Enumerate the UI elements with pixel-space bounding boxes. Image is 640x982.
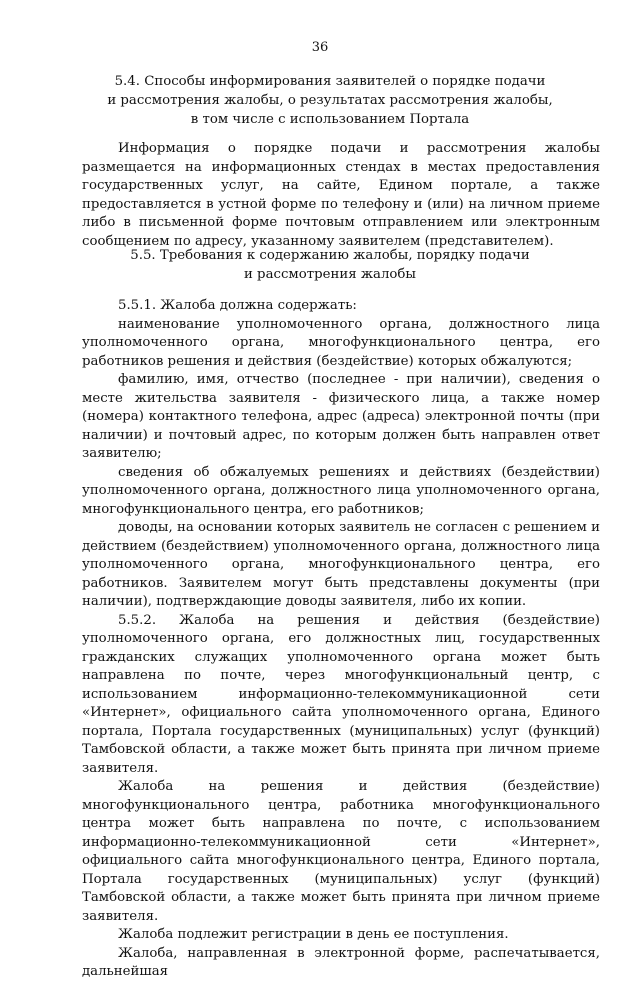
heading-line: и рассмотрения жалобы, о результатах рассмотрения жалобы, xyxy=(107,93,553,108)
heading-line: 5.5. Требования к содержанию жалобы, порядку подачи xyxy=(130,248,530,263)
paragraph: Жалоба, направленная в электронной форме, распечатывается, дальнейшая xyxy=(82,945,600,979)
paragraph: Информация о порядке подачи и рассмотрения жалобы размещается на информационных стендах в местах предоставления государственных услуг, на сайте, Едином портале, а также предоставляется в устной форме по телефону и (или) на личном приеме либо в письменной форме почтовым отправлением или электронным сообщением по адресу, указанному заявителем (представителем). xyxy=(82,141,600,249)
paragraph: 5.5.1. Жалоба должна содержать: xyxy=(118,298,357,313)
paragraph: доводы, на основании которых заявитель не согласен с решением и действием (бездействием) уполномоченного органа, должностного лица уполномоченного органа, многофункционального центра, его работников. Заявителем могут быть представлены документы (при наличии), подтверждающие доводы заявителя, либо их копии. xyxy=(82,520,600,609)
heading-line: в том числе с использованием Портала xyxy=(190,112,470,127)
heading-line: и рассмотрения жалобы xyxy=(243,267,417,282)
paragraph: 5.5.2. Жалоба на решения и действия (бездействие) уполномоченного органа, его должностных лиц, государственных гражданских служащих уполномоченного органа может быть направлена по почте, через многофункциональный центр, с использованием информационно-телекоммуникационной сети «Интернет», официального сайта уполномоченного органа, Единого портала, Портала государственных (муниципальных) услуг (функций) Тамбовской области, а также может быть принята при личном приеме заявителя. xyxy=(82,612,600,776)
paragraph: Жалоба подлежит регистрации в день ее поступления. xyxy=(118,927,509,942)
section-5-5-body xyxy=(82,297,600,982)
heading-line: 5.4. Способы информирования заявителей о порядке подачи xyxy=(114,74,546,89)
paragraph: Жалоба на решения и действия (бездействие) многофункционального центра, работника многофункционального центра может быть направлена по почте, с использованием информационно-телекоммуникационной сети «Интернет», официального сайта многофункционального центра, Единого портала, Портала государственных (муниципальных) услуг (функций) Тамбовской области, а также может быть принята при личном приеме заявителя. xyxy=(82,779,600,924)
section-5-5-heading xyxy=(60,246,600,284)
page-number: 36 xyxy=(311,40,329,55)
section-5-4-body xyxy=(82,140,600,251)
paragraph: фамилию, имя, отчество (последнее - при наличии), сведения о месте жительства заявителя - физического лица, а также номер (номера) контактного телефона, адрес (адреса) электронной почты (при наличии) и почтовый адрес, по которым должен быть направлен ответ заявителю; xyxy=(82,372,600,461)
paragraph: сведения об обжалуемых решениях и действиях (бездействии) уполномоченного органа, должностного лица уполномоченного органа, многофункционального центра, его работников; xyxy=(82,464,600,517)
paragraph: наименование уполномоченного органа, должностного лица уполномоченного органа, многофункционального центра, его работников решения и действия (бездействие) которых обжалуются; xyxy=(82,316,600,369)
section-5-4-heading xyxy=(60,72,600,129)
